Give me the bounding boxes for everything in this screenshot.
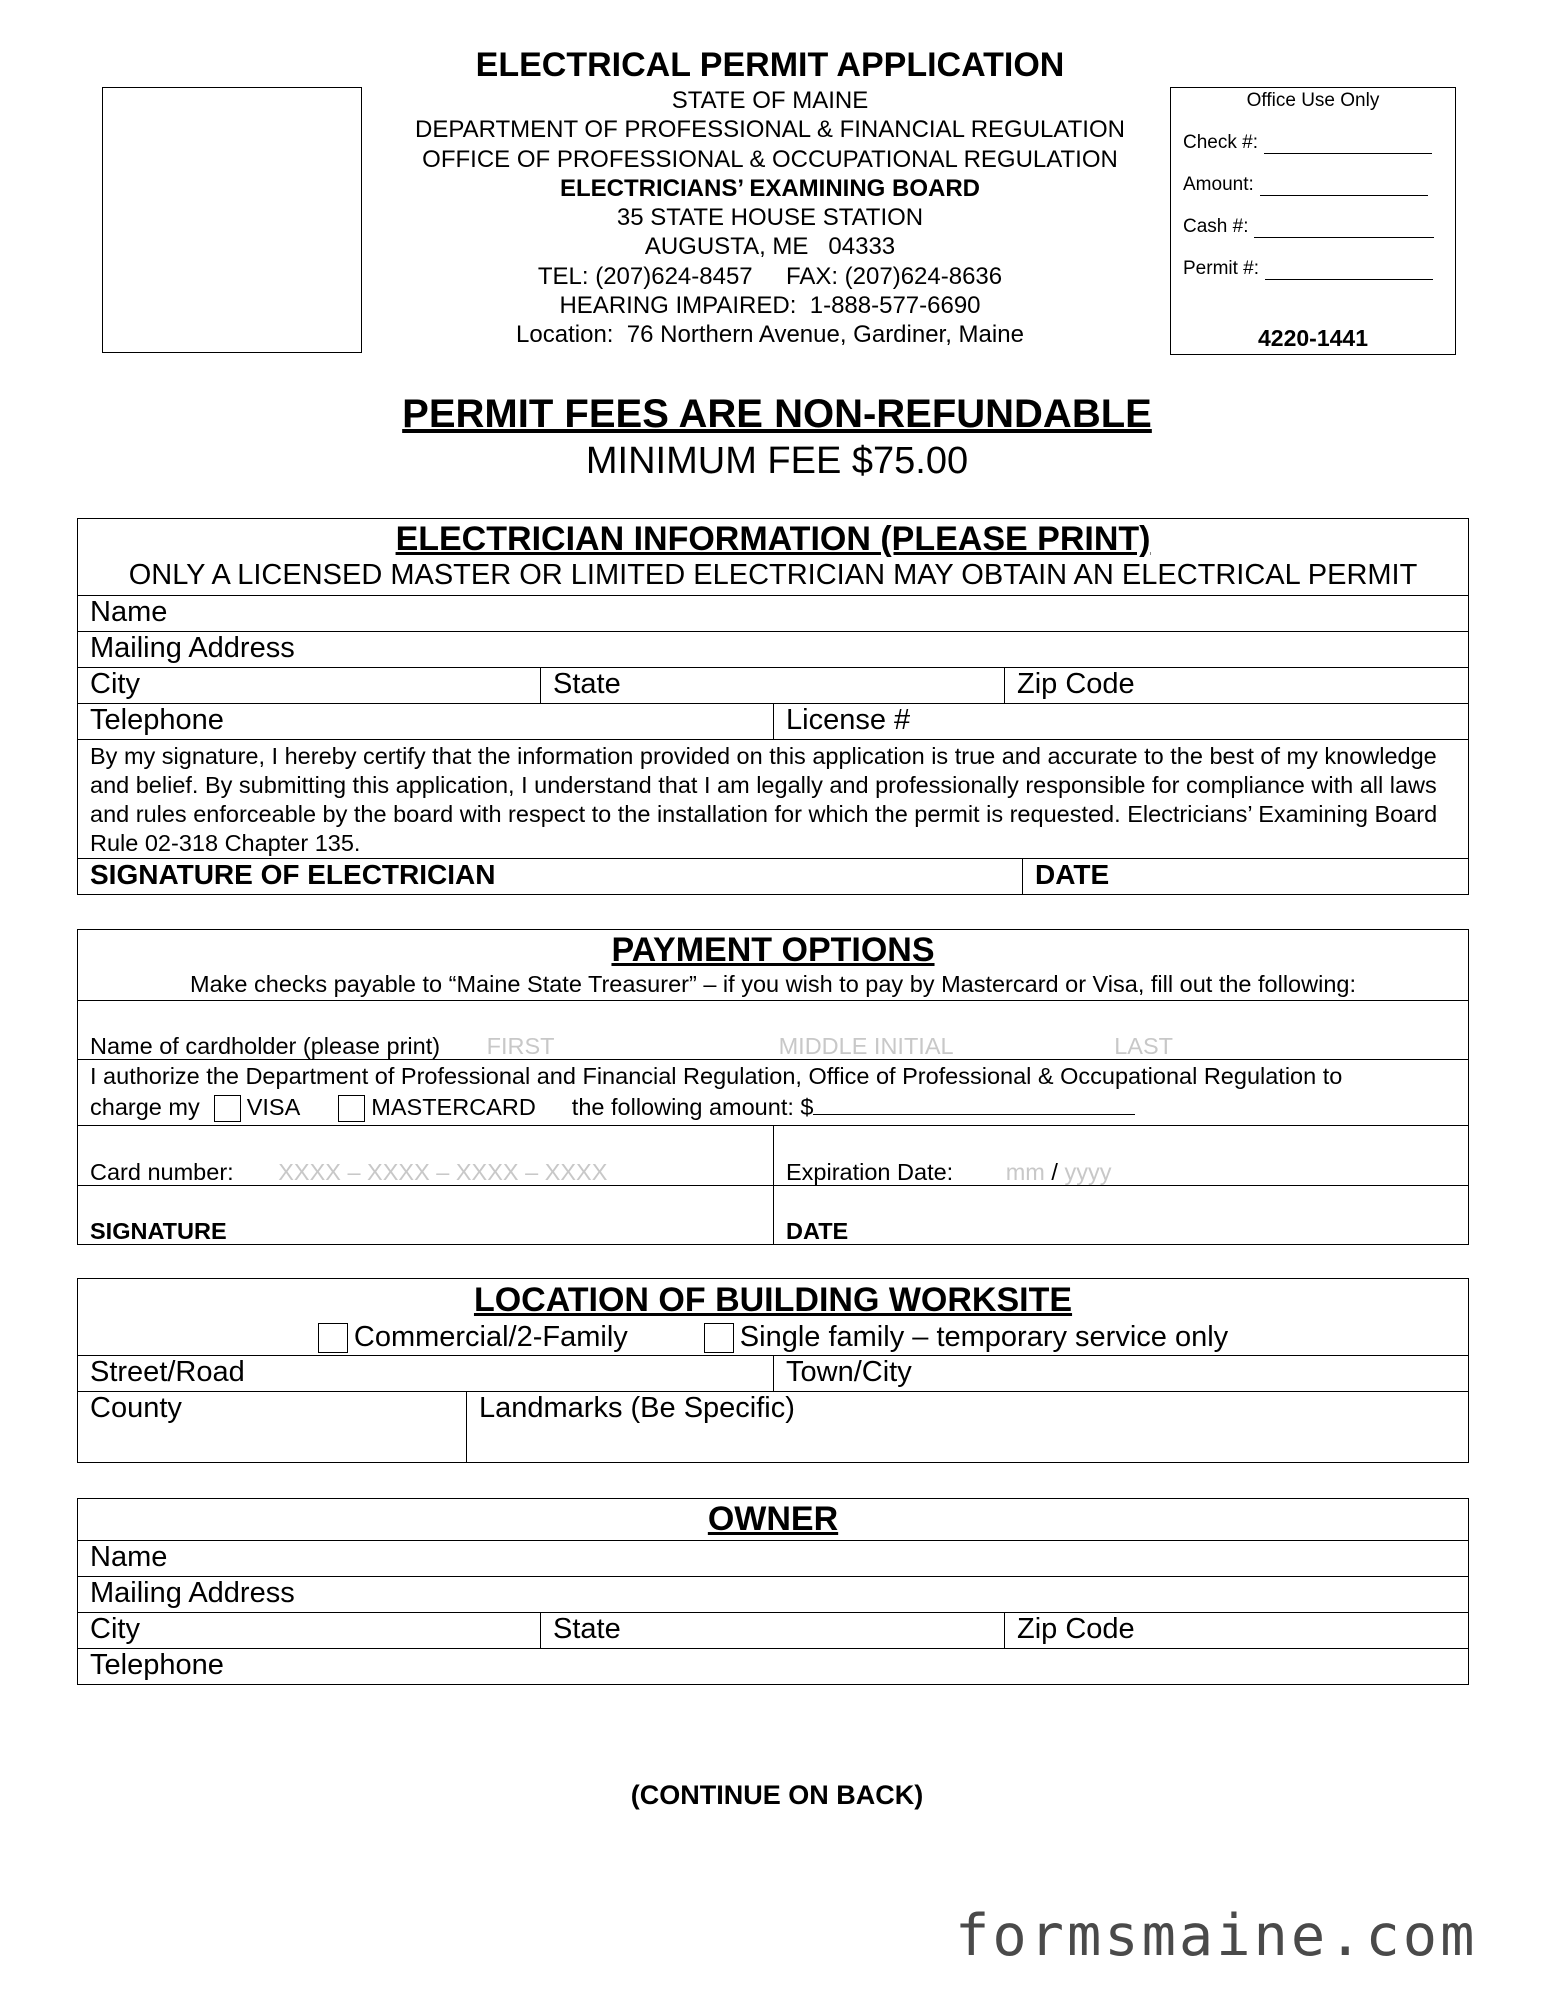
owner-section bbox=[77, 1498, 1469, 1685]
electrician-zip-label: Zip Code bbox=[1017, 668, 1135, 700]
minimum-fee: MINIMUM FEE $75.00 bbox=[585, 440, 969, 482]
office-cash-label: Cash #: bbox=[1183, 216, 1249, 237]
authorization-cell bbox=[78, 1060, 1469, 1126]
header-line: HEARING IMPAIRED: 1-888-577-6690 bbox=[559, 292, 981, 320]
watermark: formsmaine.com bbox=[955, 1903, 1478, 1969]
mastercard-label: MASTERCARD bbox=[371, 1094, 536, 1120]
electrician-license-label: License # bbox=[786, 704, 911, 736]
header-line: Location: 76 Northern Avenue, Gardiner, Maine bbox=[516, 321, 1024, 349]
electrician-name-label: Name bbox=[90, 596, 168, 628]
expiration-separator: / bbox=[1051, 1159, 1058, 1185]
card-number-placeholder: XXXX – XXXX – XXXX – XXXX bbox=[278, 1159, 608, 1185]
electrician-date-label: DATE bbox=[1035, 859, 1110, 890]
electrician-mailing-label: Mailing Address bbox=[90, 632, 295, 664]
electrician-header-cell bbox=[78, 519, 1469, 596]
electrician-city-label: City bbox=[90, 668, 140, 700]
header-line: AUGUSTA, ME 04333 bbox=[644, 233, 896, 261]
county-label: County bbox=[90, 1392, 182, 1424]
office-use-title: Office Use Only bbox=[1246, 90, 1380, 111]
visa-label: VISA bbox=[246, 1094, 301, 1120]
county-field[interactable] bbox=[78, 1392, 467, 1463]
header-line: OFFICE OF PROFESSIONAL & OCCUPATIONAL REGULATION bbox=[422, 145, 1118, 173]
electrician-state-label: State bbox=[553, 668, 621, 700]
expiration-month-placeholder: mm bbox=[1005, 1159, 1045, 1185]
office-use-box bbox=[1170, 87, 1456, 355]
electrician-section bbox=[77, 518, 1469, 895]
town-city-label: Town/City bbox=[786, 1356, 912, 1388]
cardholder-name-field[interactable] bbox=[78, 1001, 1469, 1060]
landmarks-label: Landmarks (Be Specific) bbox=[479, 1392, 795, 1424]
payment-signature-label: SIGNATURE bbox=[90, 1218, 227, 1244]
electrician-mailing-field[interactable] bbox=[78, 632, 1469, 668]
payment-subtitle: Make checks payable to “Maine State Treasurer” – if you wish to pay by Mastercard or Visa, fill out the following: bbox=[190, 971, 1356, 997]
town-city-field[interactable] bbox=[774, 1356, 1469, 1392]
electrician-zip-field[interactable] bbox=[1005, 668, 1469, 704]
office-permit-field[interactable] bbox=[1265, 261, 1433, 280]
office-check-field[interactable] bbox=[1264, 135, 1432, 154]
non-refundable-notice: PERMIT FEES ARE NON-REFUNDABLE bbox=[402, 392, 1152, 436]
header-line: 35 STATE HOUSE STATION bbox=[616, 204, 924, 232]
expiration-field[interactable] bbox=[774, 1126, 1469, 1186]
continue-on-back: (CONTINUE ON BACK) bbox=[630, 1780, 924, 1810]
office-cash-row bbox=[1183, 216, 1455, 238]
owner-state-field[interactable] bbox=[541, 1613, 1005, 1649]
header-line: ELECTRICIANS’ EXAMINING BOARD bbox=[559, 174, 981, 202]
payment-date-field[interactable] bbox=[774, 1186, 1469, 1245]
office-check-label: Check #: bbox=[1183, 132, 1258, 153]
fee-notice bbox=[0, 390, 1554, 484]
office-permit-label: Permit #: bbox=[1183, 258, 1260, 279]
electrician-state-field[interactable] bbox=[541, 668, 1005, 704]
electrician-name-field[interactable] bbox=[78, 596, 1469, 632]
payment-signature-field[interactable] bbox=[78, 1186, 774, 1245]
electrician-signature-field[interactable] bbox=[78, 859, 1023, 895]
visa-checkbox[interactable] bbox=[214, 1095, 241, 1122]
single-family-checkbox[interactable] bbox=[704, 1323, 734, 1353]
payment-date-label: DATE bbox=[786, 1218, 849, 1244]
street-road-label: Street/Road bbox=[90, 1356, 245, 1388]
cardholder-label: Name of cardholder (please print) bbox=[90, 1033, 441, 1059]
authorization-text: I authorize the Department of Professional and Financial Regulation, Office of Professional & Occupational Regulation to bbox=[90, 1063, 1343, 1089]
electrician-title: ELECTRICIAN INFORMATION (PLEASE PRINT) bbox=[395, 520, 1151, 558]
building-type-row bbox=[78, 1321, 1468, 1353]
cardholder-first-placeholder: FIRST bbox=[486, 1033, 555, 1059]
electrician-subtitle: ONLY A LICENSED MASTER OR LIMITED ELECTRICIAN MAY OBTAIN AN ELECTRICAL PERMIT bbox=[128, 559, 1418, 591]
card-number-field[interactable] bbox=[78, 1126, 774, 1186]
commercial-label: Commercial/2-Family bbox=[353, 1321, 628, 1353]
payment-title: PAYMENT OPTIONS bbox=[611, 931, 935, 969]
location-header-cell bbox=[78, 1279, 1469, 1356]
electrician-city-field[interactable] bbox=[78, 668, 541, 704]
office-amount-field[interactable] bbox=[1260, 177, 1428, 196]
street-road-field[interactable] bbox=[78, 1356, 774, 1392]
expiration-year-placeholder: yyyy bbox=[1064, 1159, 1112, 1185]
owner-header-cell bbox=[78, 1499, 1469, 1541]
header-line: STATE OF MAINE bbox=[671, 87, 869, 114]
owner-telephone-label: Telephone bbox=[90, 1649, 224, 1681]
owner-title: OWNER bbox=[707, 1500, 839, 1538]
owner-name-field[interactable] bbox=[78, 1541, 1469, 1577]
amount-label: the following amount: $ bbox=[571, 1094, 814, 1120]
photo-box bbox=[102, 87, 362, 353]
owner-telephone-field[interactable] bbox=[78, 1649, 1469, 1685]
office-permit-row bbox=[1183, 258, 1455, 280]
owner-zip-label: Zip Code bbox=[1017, 1613, 1135, 1645]
electrician-license-field[interactable] bbox=[774, 704, 1469, 740]
form-code: 4220-1441 bbox=[1258, 325, 1368, 351]
location-section bbox=[77, 1278, 1469, 1463]
card-number-label: Card number: bbox=[90, 1159, 234, 1185]
payment-header-cell bbox=[78, 930, 1469, 1001]
certification-text: By my signature, I hereby certify that the information provided on this application is true and accurate to the best of my knowledge and belief. By submitting this application, I understand that I am legally and professionally responsible for compliance with all laws and rules enforceable by the board with respect to the installation for which the permit is requested. Electricians’ Examining Board Rule 02-318 Chapter 135. bbox=[78, 740, 1469, 859]
office-amount-label: Amount: bbox=[1183, 174, 1254, 195]
header-line: DEPARTMENT OF PROFESSIONAL & FINANCIAL REGULATION bbox=[415, 116, 1125, 144]
electrician-date-field[interactable] bbox=[1023, 859, 1469, 895]
single-family-label: Single family – temporary service only bbox=[739, 1321, 1229, 1353]
payment-section bbox=[77, 929, 1469, 1245]
owner-zip-field[interactable] bbox=[1005, 1613, 1469, 1649]
owner-name-label: Name bbox=[90, 1541, 168, 1573]
document-title: ELECTRICAL PERMIT APPLICATION bbox=[475, 46, 1065, 84]
electrician-signature-label: SIGNATURE OF ELECTRICIAN bbox=[90, 859, 496, 890]
owner-state-label: State bbox=[553, 1613, 621, 1645]
electrician-telephone-field[interactable] bbox=[78, 704, 774, 740]
charge-my-label: charge my bbox=[90, 1094, 200, 1120]
mastercard-checkbox[interactable] bbox=[338, 1095, 365, 1122]
cardholder-last-placeholder: LAST bbox=[1114, 1033, 1174, 1059]
location-title: LOCATION OF BUILDING WORKSITE bbox=[473, 1281, 1073, 1319]
amount-field[interactable] bbox=[813, 1094, 1135, 1115]
landmarks-field[interactable] bbox=[467, 1392, 1469, 1463]
office-cash-field[interactable] bbox=[1254, 219, 1434, 238]
office-check-row bbox=[1183, 132, 1455, 154]
electrician-telephone-label: Telephone bbox=[90, 704, 224, 736]
cardholder-middle-placeholder: MIDDLE INITIAL bbox=[778, 1033, 953, 1059]
charge-row bbox=[90, 1092, 1456, 1123]
owner-city-label: City bbox=[90, 1613, 140, 1645]
owner-mailing-label: Mailing Address bbox=[90, 1577, 295, 1609]
expiration-label: Expiration Date: bbox=[786, 1159, 954, 1185]
document-header bbox=[380, 44, 1160, 350]
office-amount-row bbox=[1183, 174, 1455, 196]
header-line: TEL: (207)624-8457 FAX: (207)624-8636 bbox=[537, 262, 1003, 290]
owner-city-field[interactable] bbox=[78, 1613, 541, 1649]
owner-mailing-field[interactable] bbox=[78, 1577, 1469, 1613]
commercial-checkbox[interactable] bbox=[318, 1323, 348, 1353]
